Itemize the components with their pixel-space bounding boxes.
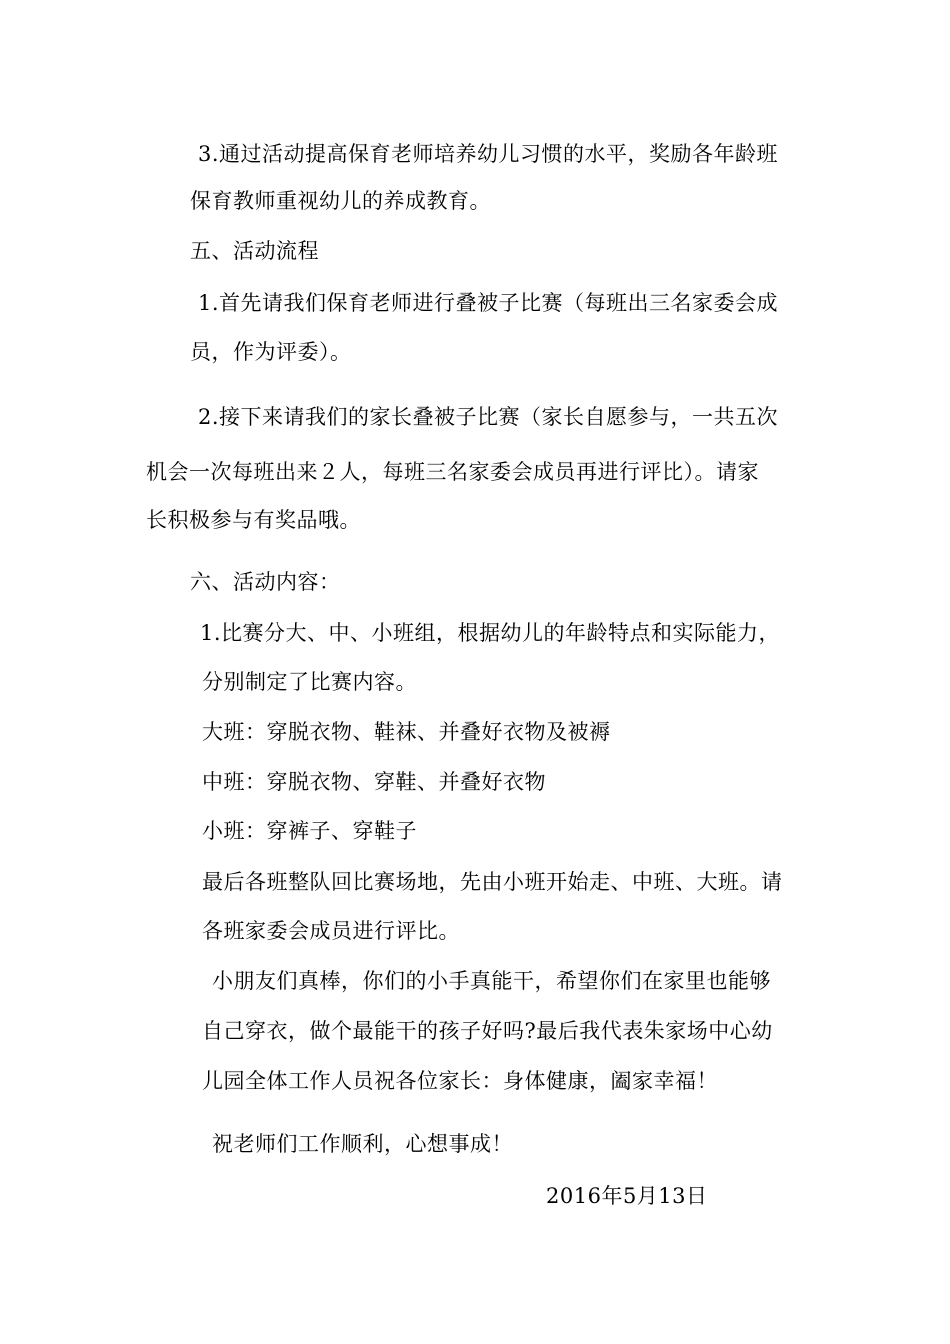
para3-line2: 保育教师重视幼儿的养成教育。 bbox=[190, 189, 491, 213]
section5-heading: 五、活动流程 bbox=[190, 239, 319, 263]
middle-class-line: 中班：穿脱衣物、穿鞋、并叠好衣物 bbox=[202, 770, 546, 794]
flow2-line3: 长积极参与有奖品哦。 bbox=[146, 508, 361, 532]
big-class-line: 大班：穿脱衣物、鞋袜、并叠好衣物及被褥 bbox=[202, 720, 611, 744]
document-date: 2016年5月13日 bbox=[546, 1184, 708, 1208]
final-line1: 最后各班整队回比赛场地，先由小班开始走、中班、大班。请 bbox=[202, 870, 783, 894]
flow2-line2: 机会一次每班出来２人，每班三名家委会成员再进行评比）。请家 bbox=[146, 460, 759, 484]
flow1-line1: 1.首先请我们保育老师进行叠被子比赛（每班出三名家委会成 bbox=[198, 291, 779, 315]
wish-teachers-line: 祝老师们工作顺利，心想事成！ bbox=[212, 1132, 513, 1156]
final-line2: 各班家委会成员进行评比。 bbox=[202, 919, 460, 943]
content1-line1: 1.比赛分大、中、小班组，根据幼儿的年龄特点和实际能力， bbox=[200, 621, 781, 645]
section6-heading: 六、活动内容： bbox=[190, 570, 341, 594]
small-class-line: 小班：穿裤子、穿鞋子 bbox=[202, 819, 417, 843]
flow1-line2: 员，作为评委）。 bbox=[190, 340, 352, 364]
closing-line1: 小朋友们真棒，你们的小手真能干，希望你们在家里也能够 bbox=[212, 969, 771, 993]
closing-line2: 自己穿衣，做个最能干的孩子好吗?最后我代表朱家场中心幼 bbox=[202, 1019, 773, 1043]
flow2-line1: 2.接下来请我们的家长叠被子比赛（家长自愿参与，一共五次 bbox=[198, 405, 779, 429]
para3-line1: 3.通过活动提高保育老师培养幼儿习惯的水平，奖励各年龄班 bbox=[198, 142, 779, 166]
closing-line3: 儿园全体工作人员祝各位家长：身体健康，阖家幸福！ bbox=[202, 1069, 718, 1093]
content1-line2: 分别制定了比赛内容。 bbox=[202, 670, 417, 694]
